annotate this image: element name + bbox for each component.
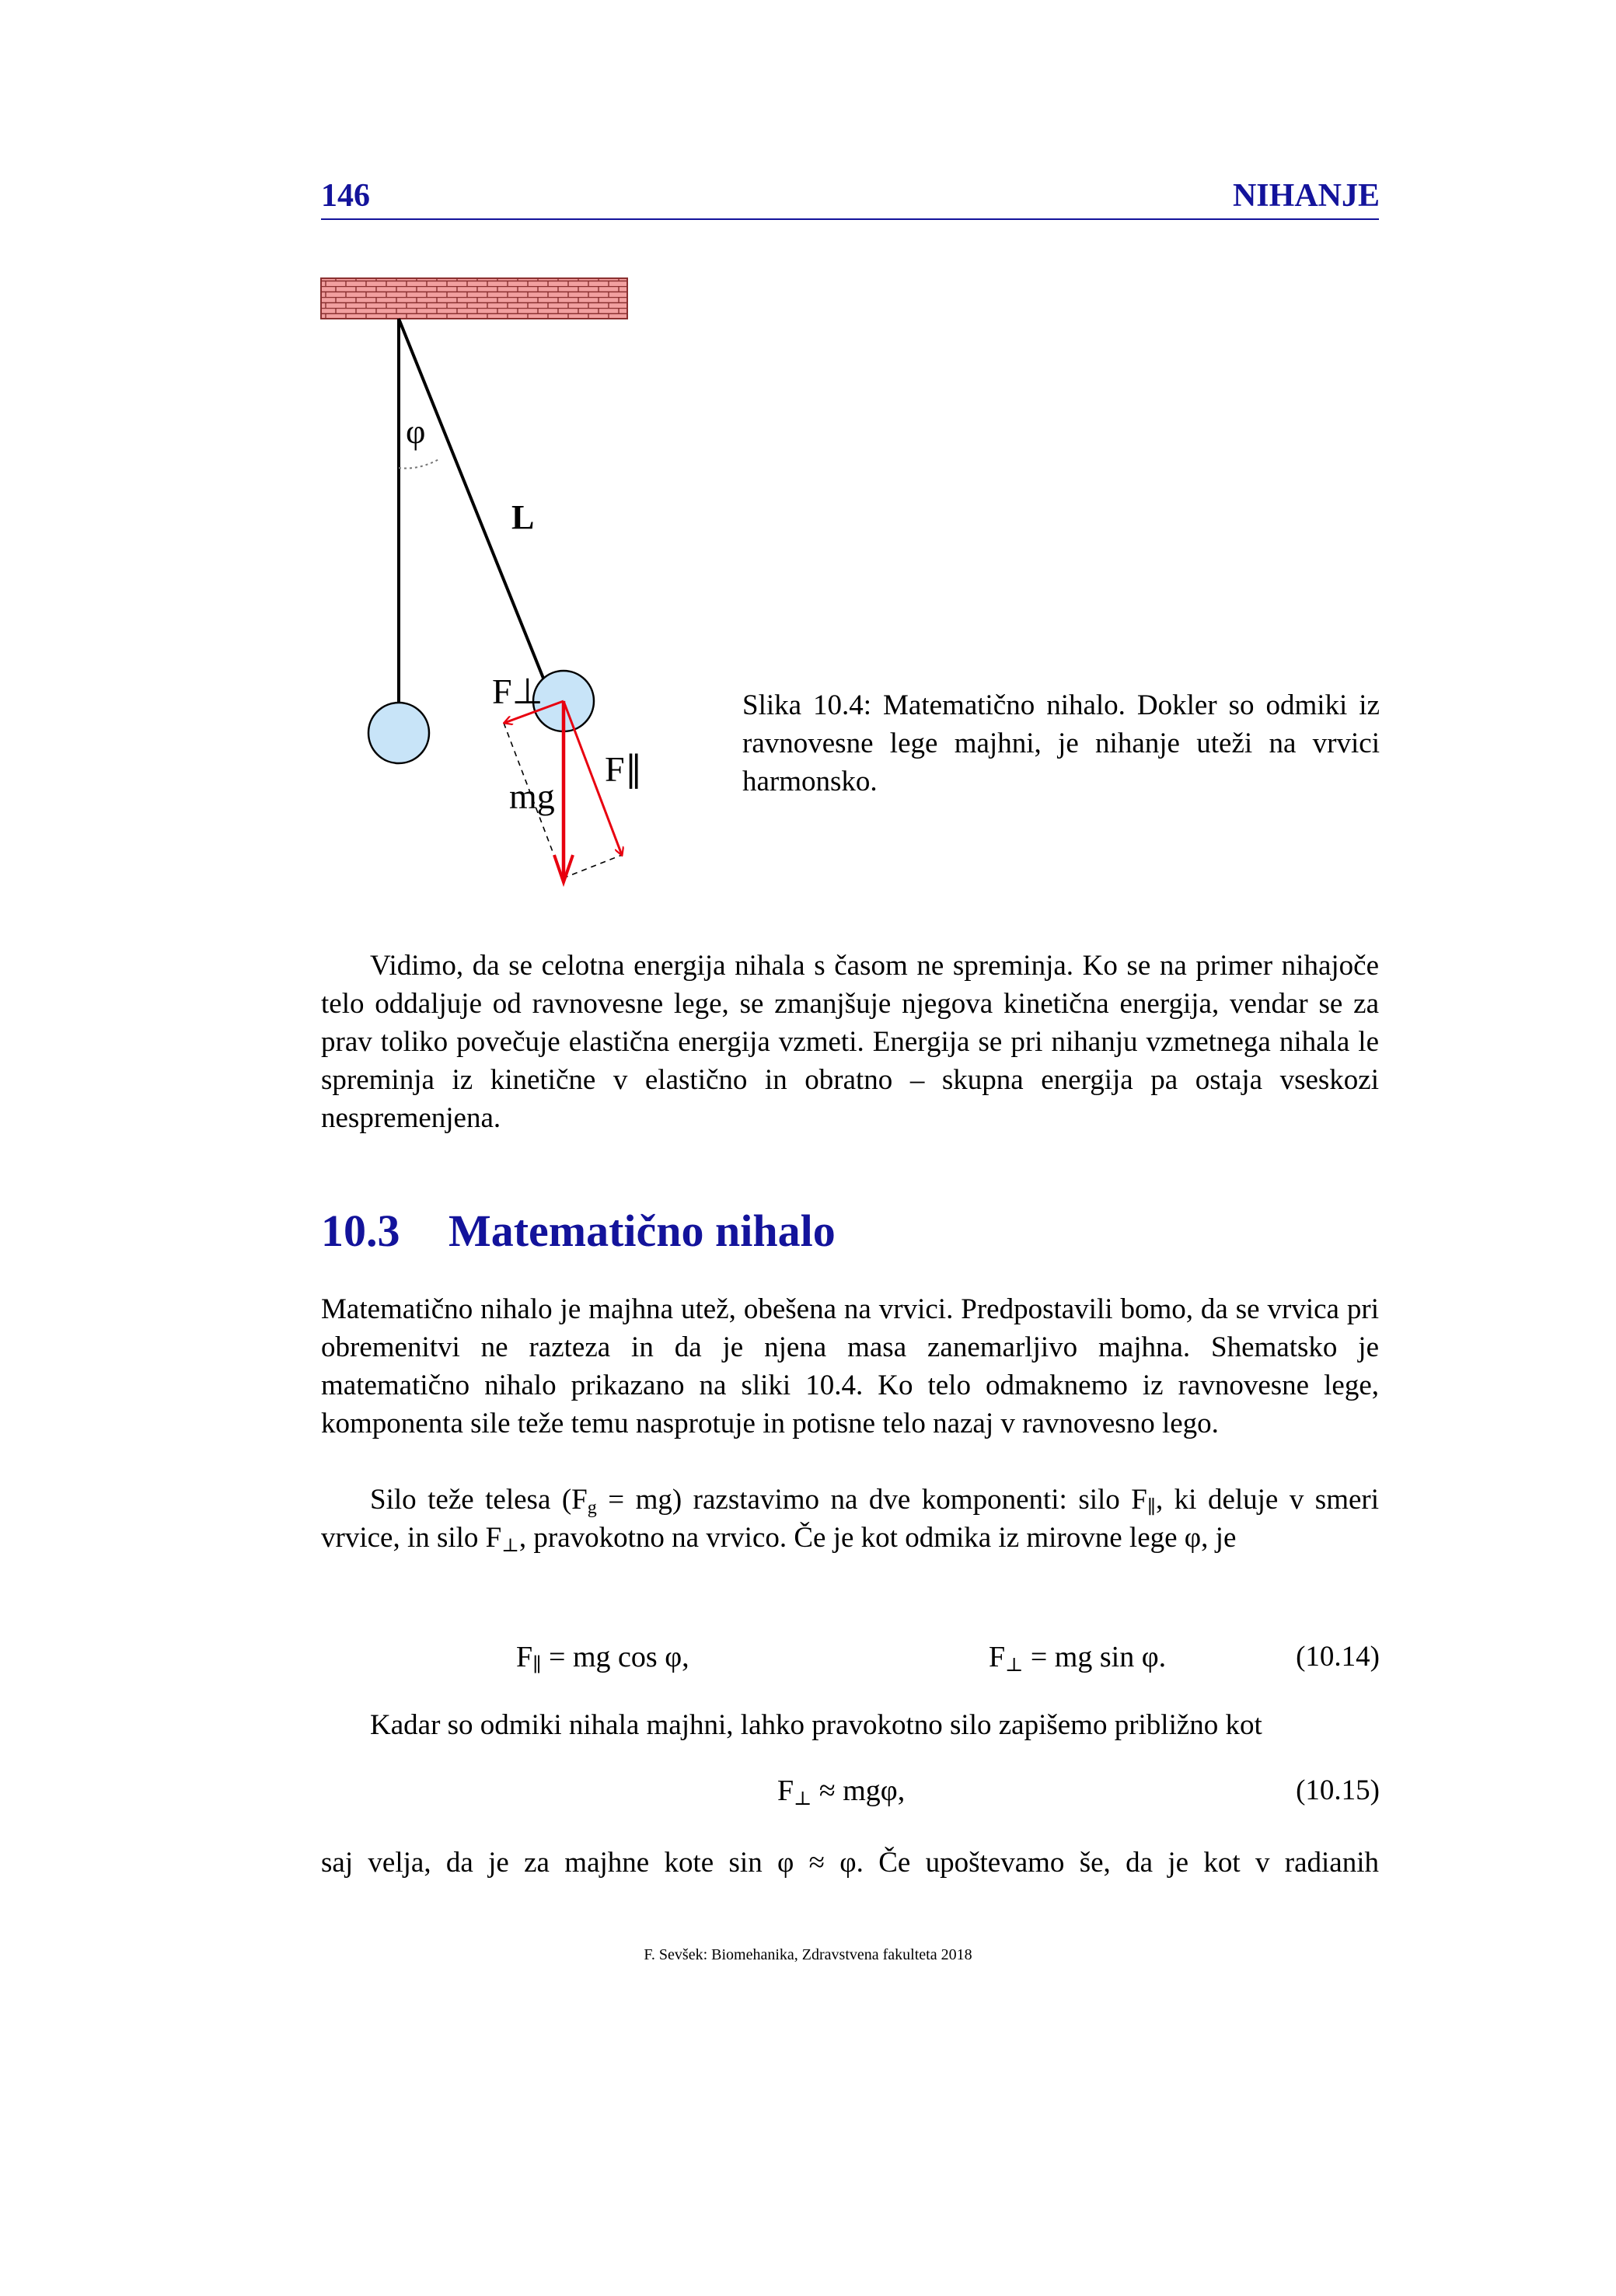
force-par-label: F∥ <box>605 749 643 789</box>
section-number: 10.3 <box>321 1206 400 1256</box>
paragraph-radians: saj velja, da je za majhne kote sin φ ≈ φ. Če upoštevamo še, da je kot v radianih <box>321 1847 1379 1879</box>
section-title: Matematično nihalo <box>449 1206 836 1256</box>
angle-arc <box>399 459 440 469</box>
equation-f-par: $F_\parallel$ = mg cos φ, <box>516 1641 689 1677</box>
equation-number-1015: (10.15) <box>1296 1774 1380 1806</box>
pendulum-diagram <box>311 264 715 909</box>
header-rule <box>321 218 1379 220</box>
ceiling-wall <box>321 278 627 319</box>
force-perp-label: F⊥ <box>492 672 543 711</box>
p3-text-3: , ki deluje v smeri vrvice, in silo F <box>321 1484 1380 1554</box>
paragraph-energy: Vidimo, da se celotna energija nihala s časom ne spreminja. Ko se na primer nihajoče telo oddaljuje od ravnovesne lege, se zmanjšuje njegova kinetična energija, vendar se za prav toliko povečuje elastična energija vzmeti. Energija se pri nihanju vzmetnega nihala le spreminja iz kinetične v elastično in obratno – skupna energija pa ostaja vseskozi nespremenjena. <box>321 950 1379 1134</box>
p3-sub-g: g <box>587 1498 597 1518</box>
page-footer: F. Sevšek: Biomehanika, Zdravstvena fakulteta 2018 <box>644 1946 972 1963</box>
paragraph-small-angles: Kadar so odmiki nihala majhni, lahko pravokotno silo zapišemo približno kot <box>370 1709 1262 1741</box>
weight-label: mg <box>509 776 555 816</box>
p3-sub-perp: ⊥ <box>501 1536 519 1556</box>
chapter-title: NIHANJE <box>1232 178 1380 214</box>
p3-text-2: = mg) razstavimo na dve komponenti: silo F <box>596 1484 1147 1516</box>
equation-number-1014: (10.14) <box>1296 1641 1380 1673</box>
equation-f-perp: $F_\perp$ = mg sin φ. <box>989 1641 1167 1677</box>
p3-text-1: Silo teže telesa (F <box>370 1484 588 1516</box>
figure-caption: Slika 10.4: Matematično nihalo. Dokler so odmiki iz ravnovesne lege majhni, je nihanje uteži na vrvici harmonsko. <box>742 689 1380 797</box>
bob-rest <box>368 703 429 763</box>
paragraph-intro: Matematično nihalo je majhna utež, obešena na vrvici. Predpostavili bomo, da se vrvica pri obremenitvi ne razteza in da je njena masa zanemarljivo majhna. Shematsko je matematično nihalo prikazano na sliki 10.4. Ko telo odmaknemo iz ravnovesne lege, komponenta sile teže temu nasprotuje in potisne telo nazaj v ravnovesno lego. <box>321 1293 1379 1439</box>
length-label: L <box>511 498 535 536</box>
equation-approx: $F_\perp \approx mg\varphi$, <box>777 1774 906 1810</box>
paragraph-components <box>321 1481 1379 1557</box>
section-heading <box>321 1205 836 1257</box>
p3-sub-par: ∥ <box>1147 1498 1156 1518</box>
p3-text-4: , pravokotno na vrvico. Če je kot odmika iz mirovne lege φ, je <box>518 1522 1237 1554</box>
angle-label: φ <box>406 413 426 451</box>
page-number: 146 <box>321 178 370 214</box>
